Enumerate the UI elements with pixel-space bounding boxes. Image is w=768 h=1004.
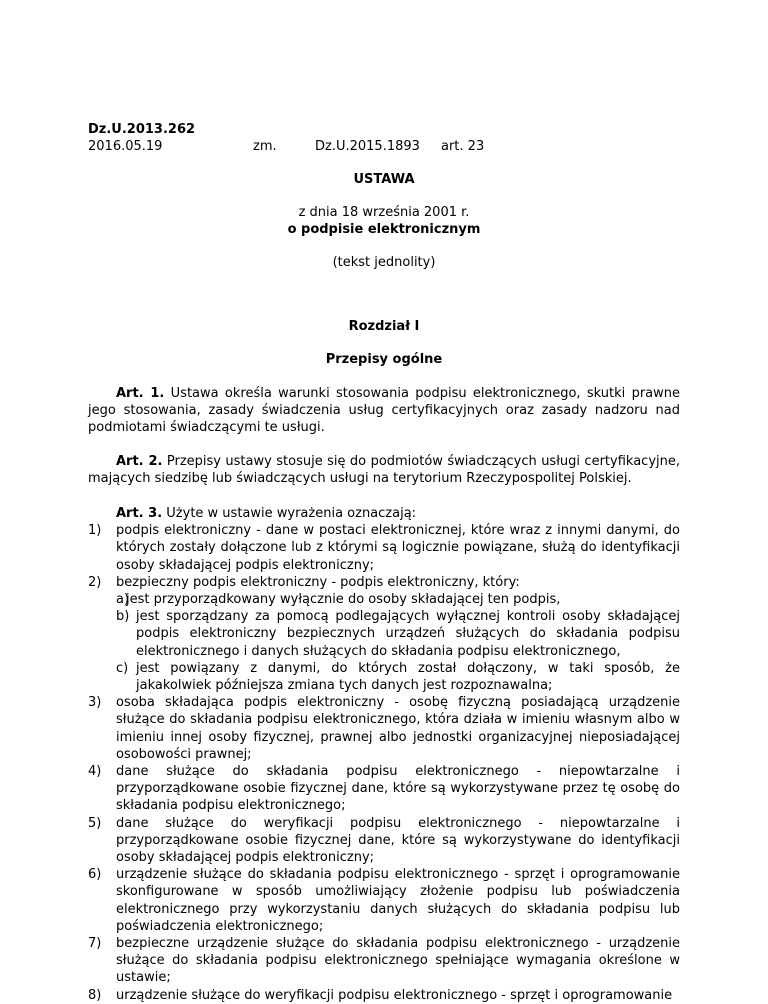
sub-item-text: jest sporządzany za pomocą podlegających wyłącznej kontroli osoby składającej podpis elektroniczny bezpiecznych urządzeń służących do składania podpisu elektronicznego i danych służących do składania podpisu elektronicznego, <box>136 609 680 659</box>
article-3-label: Art. 3. <box>116 506 163 521</box>
article-1-text: Ustawa określa warunki stosowania podpisu elektronicznego, skutki prawne jego stosowania, zasady świadczenia usług certyfikacyjnych oraz zasady nadzoru nad podmiotami świadczącymi te usługi. <box>88 386 681 436</box>
item-text: bezpieczny podpis elektroniczny - podpis elektroniczny, który: <box>116 574 520 590</box>
sub-item <box>88 660 680 694</box>
definition-item <box>88 866 680 935</box>
item-number: 8) <box>88 987 102 1003</box>
item-number: 1) <box>88 523 102 539</box>
consolidated-text-note: (tekst jednolity) <box>332 255 436 270</box>
act-name-heading: o podpisie elektronicznym <box>287 222 481 237</box>
article-3-intro: Użyte w ustawie wyrażenia oznaczają: <box>166 506 417 521</box>
journal-reference: Dz.U.2013.262 <box>88 122 196 137</box>
article-2-text: Przepisy ustawy stosuje się do podmiotów świadczących usługi certyfikacyjne, mających siedzibę lub świadczących usługi na terytorium Rzeczypospolitej Polskiej. <box>88 454 680 487</box>
item-text: urządzenie służące do składania podpisu elektronicznego - sprzęt i oprogramowanie skonfigurowane w sposób umożliwiający złożenie podpisu lub poświadczenia elektronicznego przy wykorzystaniu danych służących do składania podpisu lub poświadczenia elektronicznego; <box>116 867 680 934</box>
definition-item <box>88 815 680 867</box>
item-number: 6) <box>88 867 102 883</box>
item-number: 7) <box>88 936 102 952</box>
sub-item-text: jest przyporządkowany wyłącznie do osoby składającej ten podpis, <box>126 592 561 608</box>
chapter-heading: Rozdział I <box>348 319 420 334</box>
sub-item-letter: b) <box>116 609 130 625</box>
item-text: dane służące do składania podpisu elektronicznego - niepowtarzalne i przyporządkowane osobie fizycznej dane, które są wykorzystywane przez tę osobę do składania podpisu elektronicznego; <box>116 764 680 814</box>
definition-item <box>88 987 680 1004</box>
publication-date: 2016.05.19 <box>88 139 163 154</box>
amendment-reference: Dz.U.2015.1893 <box>315 139 420 154</box>
amendment-article: art. 23 <box>441 139 485 154</box>
definition-item <box>88 574 680 591</box>
article-3 <box>88 505 680 1004</box>
sub-item-letter: c) <box>116 660 129 676</box>
article-1-label: Art. 1. <box>116 386 165 401</box>
article-1 <box>88 385 680 437</box>
act-date: z dnia 18 września 2001 r. <box>298 205 470 220</box>
definition-item <box>88 935 680 987</box>
item-number: 4) <box>88 764 102 780</box>
item-text: osoba składająca podpis elektroniczny - osobę fizyczną posiadającą urządzenie służące do składania podpisu elektronicznego, która działa w imieniu własnym albo w imieniu innej osoby fizycznej, prawnej albo jednostki organizacyjnej nieposiadającej osobowości prawnej; <box>116 695 680 762</box>
article-2-label: Art. 2. <box>116 454 163 469</box>
definition-item <box>88 694 680 763</box>
definition-item <box>88 522 680 574</box>
act-type-heading: USTAWA <box>353 172 415 187</box>
item-number: 5) <box>88 815 102 831</box>
item-text: bezpieczne urządzenie służące do składania podpisu elektronicznego - urządzenie służące do składania podpisu elektronicznego spełniające wymagania określone w ustawie; <box>116 936 680 986</box>
amendment-marker: zm. <box>253 139 277 154</box>
article-2 <box>88 453 680 487</box>
item-number: 3) <box>88 695 102 711</box>
item-text: urządzenie służące do weryfikacji podpisu elektronicznego - sprzęt i oprogramowanie <box>116 987 673 1003</box>
sub-item-text: jest powiązany z danymi, do których został dołączony, w taki sposób, że jakakolwiek późniejsza zmiana tych danych jest rozpoznawalna; <box>136 660 680 694</box>
item-number: 2) <box>88 574 102 590</box>
sub-item-letter: a) <box>116 592 130 608</box>
chapter-title: Przepisy ogólne <box>325 352 443 367</box>
sub-item <box>88 591 680 608</box>
item-text: dane służące do weryfikacji podpisu elektronicznego - niepowtarzalne i przyporządkowane osobie fizycznej dane, które są wykorzystywane do identyfikacji osoby składającej podpis elektroniczny; <box>116 815 680 866</box>
item-text: podpis elektroniczny - dane w postaci elektronicznej, które wraz z innymi danymi, do których zostały dołączone lub z którymi są logicznie powiązane, służą do identyfikacji osoby składającej podpis elektroniczny; <box>116 523 680 573</box>
sub-item <box>88 608 680 660</box>
definition-item <box>88 763 680 815</box>
